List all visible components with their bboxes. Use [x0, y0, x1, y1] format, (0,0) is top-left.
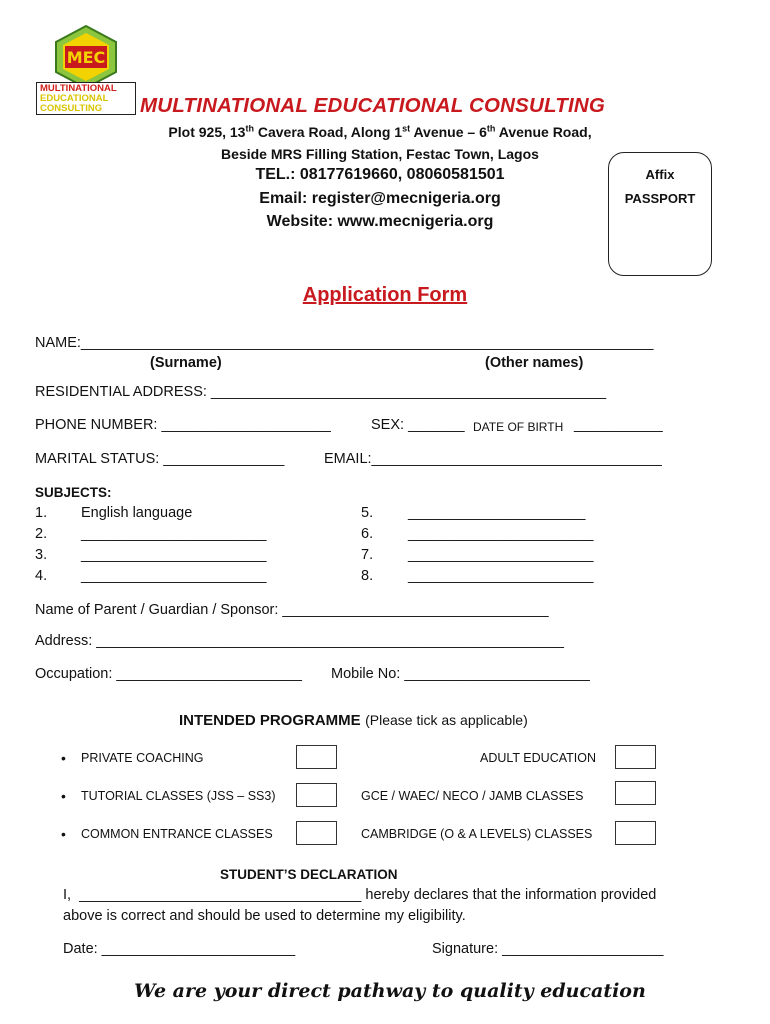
- guardian-name-field[interactable]: Name of Parent / Guardian / Sponsor: _________________________________: [35, 602, 549, 618]
- subject-num: 1.: [35, 505, 48, 521]
- passport-photo-box[interactable]: [608, 152, 712, 276]
- subject-item[interactable]: _______________________: [81, 547, 267, 563]
- address-line-1: Plot 925, 13th Cavera Road, Along 1st Avenue – 6th Avenue Road,: [168, 123, 592, 140]
- subject-num: 4.: [35, 568, 48, 584]
- programme-heading: INTENDED PROGRAMME: [179, 712, 361, 729]
- subject-item[interactable]: _______________________: [408, 526, 594, 542]
- logo-line-2: EDUCATIONAL: [40, 93, 109, 104]
- occupation-field[interactable]: Occupation: _______________________: [35, 666, 302, 682]
- subject-num: 3.: [35, 547, 48, 563]
- residential-address-field[interactable]: RESIDENTIAL ADDRESS: _________________________________________________: [35, 384, 607, 400]
- name-field[interactable]: NAME:_______________________________________________________________________: [35, 335, 654, 351]
- logo: [34, 22, 144, 117]
- programme-option-label: GCE / WAEC/ NECO / JAMB CLASSES: [361, 789, 584, 803]
- declaration-line-1[interactable]: I, ___________________________________ hereby declares that the information provided: [63, 887, 657, 903]
- other-names-hint: (Other names): [485, 355, 584, 371]
- subject-item[interactable]: English language: [81, 505, 193, 521]
- email: Email: register@mecnigeria.org: [259, 190, 501, 207]
- subject-num: 7.: [361, 547, 374, 563]
- telephone: TEL.: 08177619660, 08060581501: [255, 166, 505, 183]
- subject-num: 6.: [361, 526, 374, 542]
- signature-field[interactable]: Signature: ____________________: [432, 941, 664, 957]
- programme-option-label: • COMMON ENTRANCE CLASSES: [81, 827, 273, 841]
- declaration-heading: STUDENT’S DECLARATION: [220, 867, 398, 882]
- passport-label: PASSPORT: [624, 191, 696, 206]
- guardian-address-field[interactable]: Address: __________________________________________________________: [35, 633, 564, 649]
- dob-label: DATE OF BIRTH: [473, 420, 564, 434]
- subject-item[interactable]: _______________________: [408, 547, 594, 563]
- mobile-field[interactable]: Mobile No: _______________________: [331, 666, 590, 682]
- gce-waec-checkbox[interactable]: [615, 781, 656, 805]
- adult-education-checkbox[interactable]: [615, 745, 656, 769]
- logo-wordmark: [36, 82, 136, 115]
- subject-item[interactable]: _______________________: [81, 526, 267, 542]
- subjects-heading: SUBJECTS:: [35, 485, 112, 500]
- programme-option-label: • PRIVATE COACHING: [81, 751, 203, 765]
- phone-field[interactable]: PHONE NUMBER: _____________________: [35, 417, 331, 433]
- common-entrance-checkbox[interactable]: [296, 821, 337, 845]
- programme-option-label: CAMBRIDGE (O & A LEVELS) CLASSES: [361, 827, 593, 841]
- private-coaching-checkbox[interactable]: [296, 745, 337, 769]
- subject-item[interactable]: ______________________: [408, 505, 586, 521]
- programme-heading-row: [179, 712, 528, 730]
- logo-badge-text: MEC: [66, 48, 106, 67]
- org-name: MULTINATIONAL EDUCATIONAL CONSULTING: [140, 94, 605, 117]
- dob-field[interactable]: ___________: [574, 417, 663, 433]
- marital-status-field[interactable]: MARITAL STATUS: _______________: [35, 451, 285, 467]
- subject-num: 8.: [361, 568, 374, 584]
- logo-line-1: MULTINATIONAL: [40, 83, 117, 94]
- declaration-line-2: above is correct and should be used to determine my eligibility.: [63, 908, 466, 924]
- form-title: Application Form: [302, 284, 468, 306]
- subject-item[interactable]: _______________________: [81, 568, 267, 584]
- cambridge-checkbox[interactable]: [615, 821, 656, 845]
- subject-num: 5.: [361, 505, 374, 521]
- programme-option-label: ADULT EDUCATION: [480, 751, 596, 765]
- subject-num: 2.: [35, 526, 48, 542]
- subject-item[interactable]: _______________________: [408, 568, 594, 584]
- motto: We are your direct pathway to quality education: [134, 980, 646, 1002]
- address-line-2: Beside MRS Filling Station, Festac Town, Lagos: [221, 146, 539, 162]
- tutorial-classes-checkbox[interactable]: [296, 783, 337, 807]
- programme-note: (Please tick as applicable): [365, 712, 528, 728]
- email-field[interactable]: EMAIL:____________________________________: [324, 451, 662, 467]
- website: Website: www.mecnigeria.org: [266, 213, 494, 230]
- sex-field[interactable]: SEX: _______: [371, 417, 465, 433]
- passport-label-affix: Affix: [645, 167, 675, 182]
- date-field[interactable]: Date: ________________________: [63, 941, 296, 957]
- programme-option-label: • TUTORIAL CLASSES (JSS – SS3): [81, 789, 276, 803]
- logo-line-3: CONSULTING: [40, 103, 103, 114]
- logo-badge-icon: [52, 24, 120, 90]
- surname-hint: (Surname): [150, 355, 222, 371]
